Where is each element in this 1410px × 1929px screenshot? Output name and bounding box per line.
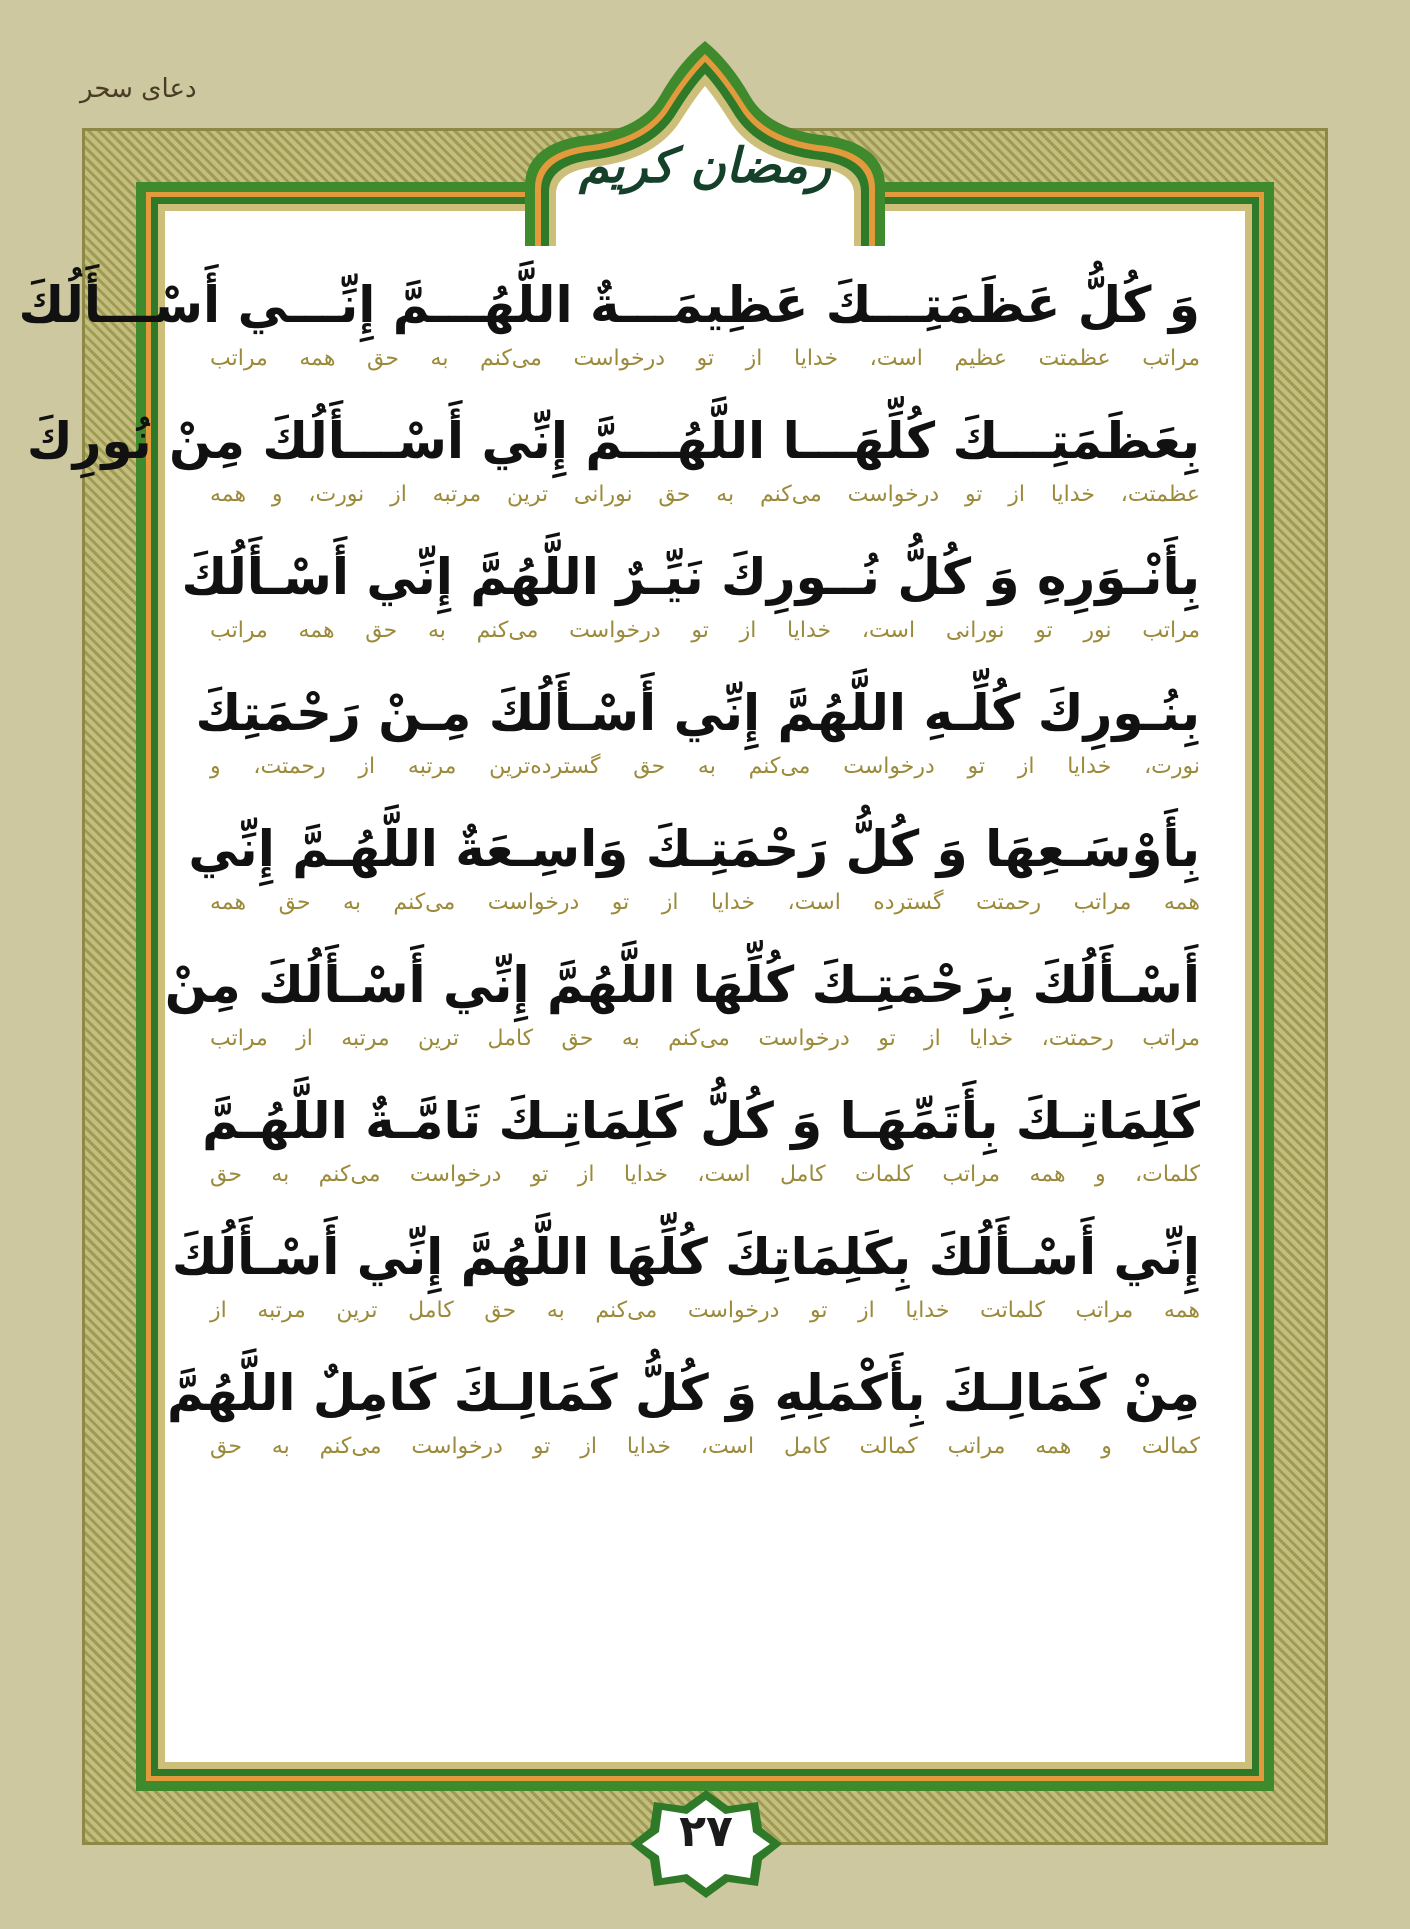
ramadan-kareem-logo: رمضان كريم: [579, 138, 831, 194]
persian-translation: نورت، خدایا از تو درخواست می‌كنم به حق گسترده‌ترین مرتبه از رحمتت، و: [210, 754, 1200, 779]
arabic-line: بِأَنْـوَرِهِ وَ كُلُّ نُــورِكَ نَيِّـرٌ اللَّهُمَّ إِنِّي أَسْـأَلُكَ: [181, 548, 1200, 606]
text-line: [166, 1358, 1200, 1494]
text-line: [188, 814, 1200, 950]
persian-translation: مراتب نور تو نورانی است، خدایا از تو درخواست می‌كنم به حق همه مراتب: [210, 618, 1200, 643]
persian-translation: كلمات، و همه مراتب كلمات كامل است، خدایا از تو درخواست می‌كنم به حق: [210, 1162, 1200, 1187]
arabic-line: بِعَظَمَتِـــكَ كُلِّهَـــا اللَّهُـــمَّ إِنِّي أَسْـــأَلُكَ مِنْ نُورِكَ: [26, 412, 1200, 470]
arabic-line: بِنُـورِكَ كُلِّـهِ اللَّهُمَّ إِنِّي أَسْـأَلُكَ مِـنْ رَحْمَتِكَ: [195, 684, 1200, 742]
persian-translation: همه مراتب رحمتت گسترده است، خدایا از تو درخواست می‌كنم به حق همه: [210, 890, 1200, 915]
arabic-line: مِنْ كَمَالِـكَ بِأَكْمَلِهِ وَ كُلُّ كَمَالِـكَ كَامِلٌ اللَّهُمَّ: [166, 1364, 1200, 1422]
arabic-line: وَ كُلُّ عَظَمَتِـــكَ عَظِيمَـــةٌ اللَّهُـــمَّ إِنِّـــي أَسْـــأَلُكَ: [18, 276, 1200, 334]
text-line: [181, 542, 1200, 678]
header-book-title: دعای سحر: [80, 74, 197, 104]
text-line: [202, 1086, 1200, 1222]
arabic-line: كَلِمَاتِـكَ بِأَتَمِّهَـا وَ كُلُّ كَلِمَاتِـكَ تَامَّـةٌ اللَّهُـمَّ: [202, 1092, 1200, 1150]
persian-translation: عظمتت، خدایا از تو درخواست می‌كنم به حق نورانی ترین مرتبه از نورت، و همه: [210, 482, 1200, 507]
prayer-text: [18, 270, 1200, 1494]
arabic-line: إِنِّي أَسْـأَلُكَ بِكَلِمَاتِكَ كُلِّهَا اللَّهُمَّ إِنِّي أَسْـأَلُكَ: [171, 1228, 1200, 1286]
persian-translation: مراتب رحمتت، خدایا از تو درخواست می‌كنم به حق كامل ترین مرتبه از مراتب: [210, 1026, 1200, 1051]
arabic-line: أَسْـأَلُكَ بِرَحْمَتِـكَ كُلِّهَا اللَّهُمَّ إِنِّي أَسْـأَلُكَ مِنْ: [164, 956, 1200, 1014]
persian-translation: همه مراتب كلماتت خدایا از تو درخواست می‌كنم به حق كامل ترین مرتبه از: [210, 1298, 1200, 1323]
persian-translation: كمالت و همه مراتب كمالت كامل است، خدایا از تو درخواست می‌كنم به حق: [210, 1434, 1200, 1459]
text-line: [18, 270, 1200, 406]
persian-translation: مراتب عظمتت عظیم است، خدایا از تو درخواست می‌كنم به حق همه مراتب: [210, 346, 1200, 371]
text-line: [26, 406, 1200, 542]
arabic-line: بِأَوْسَـعِهَا وَ كُلُّ رَحْمَتِـكَ وَاسِـعَةٌ اللَّهُـمَّ إِنِّي: [188, 820, 1200, 878]
text-line: [195, 678, 1200, 814]
page-number: ۲۷: [679, 1806, 733, 1857]
text-line: [171, 1222, 1200, 1358]
text-line: [164, 950, 1200, 1086]
